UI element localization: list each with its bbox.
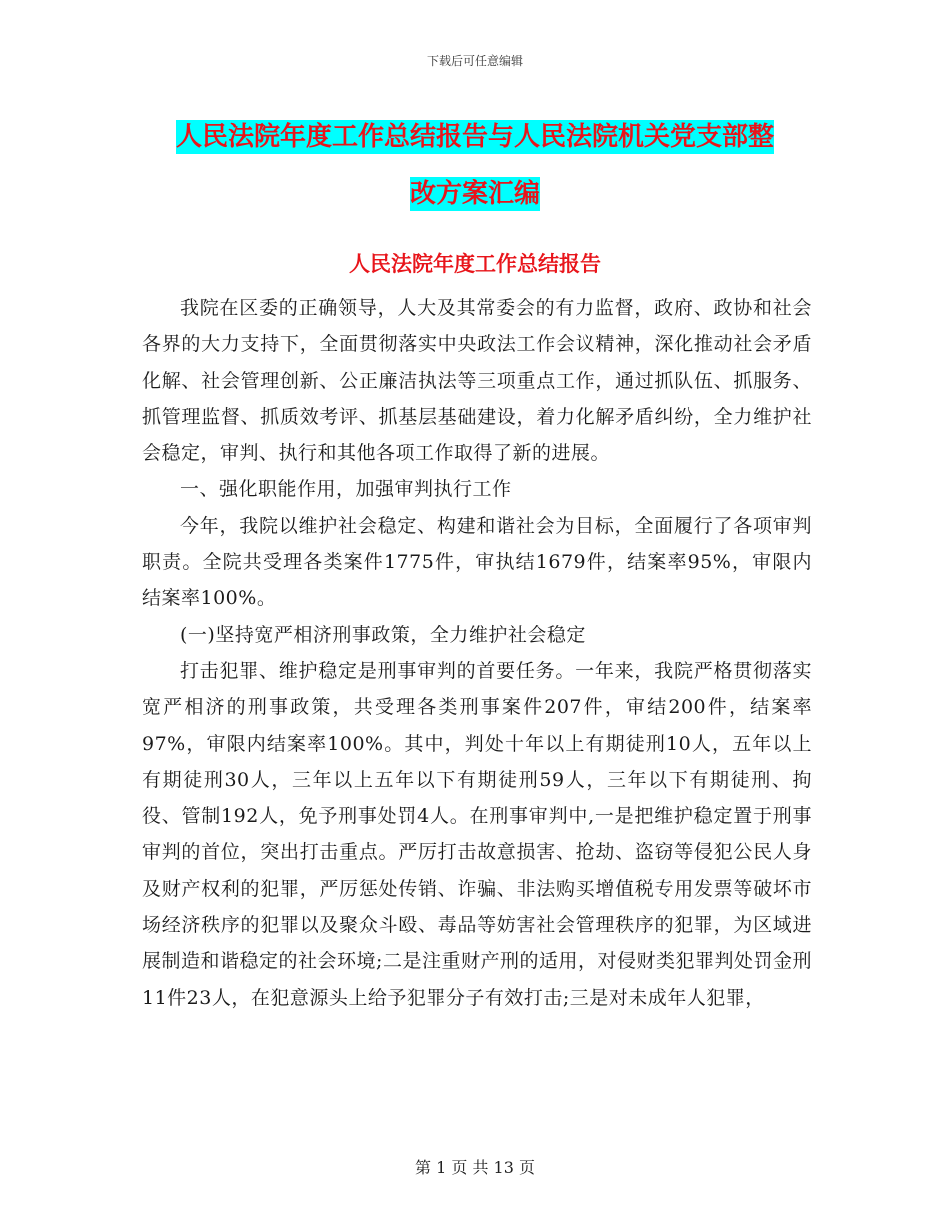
section-subtitle: 人民法院年度工作总结报告	[349, 251, 601, 276]
main-title-line-2: 改方案汇编	[409, 179, 540, 209]
paragraph-intro: 我院在区委的正确领导，人大及其常委会的有力监督，政府、政协和社会各界的大力支持下，全面贯彻落实中央政法工作会议精神，深化推动社会矛盾化解、社会管理创新、公正廉洁执法等三项重点工作，通过抓队伍、抓服务、抓管理监督、抓质效考评、抓基层基础建设，着力化解矛盾纠纷，全力维护社会稳定，审判、执行和其他各项工作取得了新的进展。	[142, 297, 812, 465]
page-header-note: 下载后可任意编辑	[426, 54, 523, 68]
paragraph-case-summary: 今年，我院以维护社会稳定、构建和谐社会为目标，全面履行了各项审判职责。全院共受理各类案件1775件，审执结1679件，结案率95%，审限内结案率100%。	[142, 514, 812, 610]
main-title	[140, 110, 810, 224]
page-number-footer: 第 1 页 共 13 页	[415, 1158, 535, 1177]
paragraph-heading-1: 一、强化职能作用，加强审判执行工作	[180, 478, 512, 501]
paragraph-heading-1-1: (一)坚持宽严相济刑事政策，全力维护社会稳定	[180, 623, 586, 646]
main-title-line-1: 人民法院年度工作总结报告与人民法院机关党支部整	[175, 122, 774, 152]
paragraph-criminal-trial: 打击犯罪、维护稳定是刑事审判的首要任务。一年来，我院严格贯彻落实宽严相济的刑事政策，共受理各类刑事案件207件，审结200件，结案率97%，审限内结案率100%。其中，判处十年以上有期徒刑10人，五年以上有期徒刑30人，三年以上五年以下有期徒刑59人，三年以下有期徒刑、拘役、管制192人，免予刑事处罚4人。在刑事审判中,一是把维护稳定置于刑事审判的首位，突出打击重点。严厉打击故意损害、抢劫、盗窃等侵犯公民人身及财产权利的犯罪，严厉惩处传销、诈骗、非法购买增值税专用发票等破坏市场经济秩序的犯罪以及聚众斗殴、毒品等妨害社会管理秩序的犯罪，为区域进展制造和谐稳定的社会环境;二是注重财产刑的适用，对侵财类犯罪判处罚金刑11件23人，在犯意源头上给予犯罪分子有效打击;三是对未成年人犯罪，	[142, 659, 812, 1009]
body-text	[142, 290, 812, 1016]
